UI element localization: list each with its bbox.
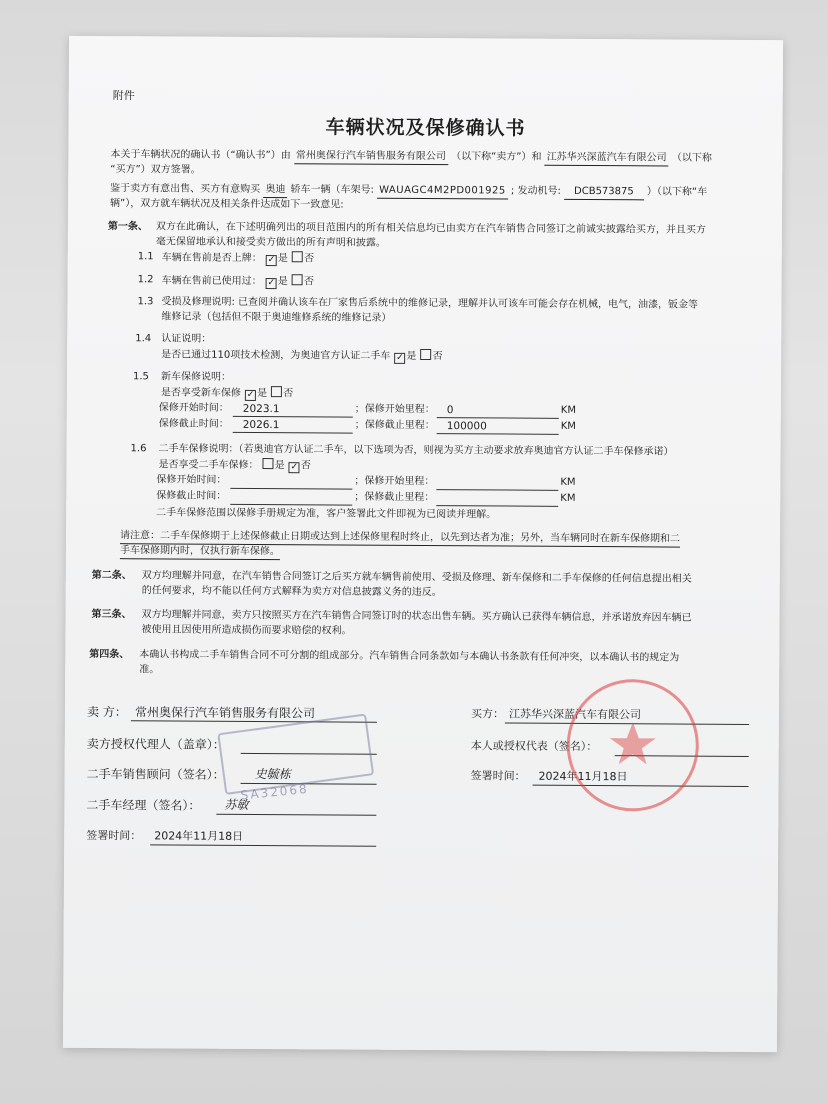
warranty-start-km[interactable]: 0 <box>446 404 454 417</box>
seller-agent-label: 卖方授权代理人（盖章）： <box>86 736 225 752</box>
intro-text: ）（以下称“车 <box>646 186 708 198</box>
article-4-text-2: 准。 <box>139 664 160 676</box>
uc-warranty-end-km-line <box>436 505 558 507</box>
vehicle-vin: WAUAGC4M2PD001925 <box>377 184 508 200</box>
option-no-label: 否 <box>304 253 315 265</box>
article-2-text-1: 双方均理解并同意，在汽车销售合同签订之后买方就车辆售前使用、受损及修理、新车保修和二手车保修的任何信息提出相关 <box>141 570 692 585</box>
option-yes-label: 是 <box>277 253 288 265</box>
checkbox-new-warranty-yes[interactable]: ✓ <box>246 389 255 400</box>
intro-line-2: “买方”）双方签署。 <box>110 164 201 176</box>
item-1-4 <box>161 347 443 364</box>
uc-warranty-start-km-line <box>436 489 558 491</box>
article-4-text-1: 本确认书构成二手车销售合同不可分割的组成部分。汽车销售合同条款如与本确认书条款有任何冲突，以本确认书的规定为 <box>139 649 680 664</box>
uc-warranty-start-km-label: ；保修开始里程： <box>354 475 435 488</box>
document-title: 车辆状况及保修确认书 <box>325 116 526 140</box>
uc-warranty-end-line <box>230 504 352 506</box>
option-no-label: 否 <box>432 351 443 363</box>
buyer-name: 江苏华兴深蓝汽车有限公司 <box>508 707 642 722</box>
warranty-start-time-label: 保修开始时间： <box>158 402 229 414</box>
checkbox-certified-no[interactable] <box>421 349 432 360</box>
uc-warranty-end-km-label: ；保修截止里程： <box>354 491 435 504</box>
article-1-text-1: 双方在此确认，在下述明确列出的项目范围内的所有相关信息均已由卖方在汽车销售合同签订之前诚实披露给买方，并且买方 <box>155 221 706 236</box>
option-no-label: 否 <box>283 388 294 400</box>
uc-warranty-start-line <box>230 488 352 490</box>
option-yes-label: 是 <box>274 460 285 472</box>
checkbox-used-warranty-yes[interactable] <box>263 458 274 469</box>
article-3-label: 第三条、 <box>91 608 132 621</box>
article-2-text-2: 的任何要求，均不能以任何方式解释为卖方对信息披露义务的违反。 <box>141 585 442 599</box>
intro-text: （以下称“卖方”）和 <box>451 151 542 163</box>
seal-code: SA32068 <box>239 781 310 803</box>
item-1-3-text-1: 受损及修理说明: 已查阅并确认该车在厂家售后系统中的维修记录，理解并认可该车可能会存在机械，电气，油漆，钣金等 <box>161 296 699 311</box>
intro-seller-name: 常州奥保行汽车销售服务有限公司 <box>294 149 448 165</box>
item-1-1-number: 1.1 <box>137 251 154 263</box>
warranty-start-time[interactable]: 2023.1 <box>242 402 280 416</box>
item-1-5-number: 1.5 <box>132 371 149 383</box>
attachment-label: 附件 <box>112 89 135 103</box>
notice-text: 手车保修期内时，仅执行新车保修。 <box>120 544 280 560</box>
engine-number: DCB573875 <box>564 185 644 200</box>
checkbox-used-warranty-no[interactable]: ✓ <box>290 462 299 473</box>
article-3-text-1: 双方均理解并同意，卖方只按照买方在汽车销售合同签订时的状态出售车辆。买方确认已获得车辆信息，并承诺放弃因车辆已 <box>141 609 692 624</box>
item-1-3-text-2: 维修记录（包括但不限于奥迪维修系统的维修记录） <box>161 311 392 324</box>
vehicle-brand: 奥迪 <box>263 183 287 198</box>
buyer-date: 2024年11月18日 <box>538 769 628 784</box>
warranty-start-km-label: ；保修开始里程： <box>354 403 435 416</box>
new-car-warranty-question: 是否享受新车保修 <box>160 387 241 399</box>
warranty-end-km-label: ；保修截止里程： <box>354 419 435 432</box>
item-1-6-title: 二手车保修说明：（若奥迪官方认证二手车，以下选项为否，则视为买方主动要求放弃奥迪官方认证二手车保修承诺） <box>158 443 674 458</box>
item-1-2-text: 车辆在售前已使用过： <box>161 275 262 288</box>
checkbox-plated-yes[interactable]: ✓ <box>267 255 276 266</box>
item-1-5-question <box>161 385 293 401</box>
km-unit: KM <box>560 476 576 488</box>
km-unit: KM <box>560 492 576 504</box>
seller-date: 2024年11月18日 <box>154 829 244 843</box>
seal-star-icon <box>569 682 696 809</box>
intro-text: 轿车一辆（车架号: <box>290 184 374 196</box>
item-1-4-title: 认证说明： <box>161 333 212 345</box>
advisor-label: 二手车销售顾问（签名）： <box>86 766 225 782</box>
article-1-label: 第一条、 <box>107 221 148 233</box>
warranty-scope-note: 二手车保修范围以保修手册规定为准，客户签署此文件即视为已阅读并理解。 <box>156 507 497 521</box>
item-1-2-number: 1.2 <box>137 274 154 286</box>
document-page <box>63 36 783 1052</box>
buyer-label: 买方： <box>470 707 505 721</box>
intro-text: 本关于车辆状况的确认书（“确认书”）由 <box>110 149 291 162</box>
article-1-text-2: 毫无保留地承认和接受卖方做出的所有声明和披露。 <box>155 236 386 249</box>
checkbox-plated-no[interactable] <box>292 251 303 262</box>
warranty-end-time-line <box>233 432 353 434</box>
option-no-label: 否 <box>303 276 315 288</box>
option-no-label: 否 <box>300 460 311 472</box>
km-unit: KM <box>560 420 576 432</box>
buyer-date-label: 签署时间： <box>470 769 526 783</box>
manager-signature: 苏敏 <box>224 797 249 812</box>
seller-date-line <box>150 844 376 846</box>
item-1-3-number: 1.3 <box>137 296 154 308</box>
buyer-rep-label: 本人或授权代表（签名）： <box>470 739 598 754</box>
seller-date-label: 签署时间： <box>86 828 142 843</box>
article-4-label: 第四条、 <box>89 648 130 661</box>
option-yes-label: 是 <box>277 276 288 288</box>
uc-warranty-end-label: 保修截止时间： <box>156 490 227 502</box>
km-unit: KM <box>560 404 577 416</box>
manager-line <box>216 814 376 816</box>
notice-text: 请注意：二手车保修期于上述保修截止日期或达到上述保修里程时终止，以先到达者为准；另外，当车辆同时在新车保修期和二 <box>120 529 680 547</box>
item-1-6-question <box>158 457 310 473</box>
manager-label: 二手车经理（签名）： <box>86 797 201 813</box>
intro-text: 鉴于卖方有意出售、买方有意购买 <box>110 183 261 195</box>
notice-line-2 <box>120 544 280 560</box>
item-1-1-text: 车辆在售前是否上牌： <box>161 252 262 265</box>
buyer-company-seal <box>566 679 699 812</box>
item-1-5-title: 新车保修说明： <box>160 371 232 383</box>
seller-name: 常州奥保行汽车销售服务有限公司 <box>134 705 316 721</box>
option-yes-label: 是 <box>406 350 417 362</box>
item-1-4-number: 1.4 <box>135 333 152 345</box>
warranty-end-km[interactable]: 100000 <box>446 420 487 433</box>
checkbox-new-warranty-no[interactable] <box>271 386 282 397</box>
intro-text: ; 发动机号: <box>510 185 561 197</box>
article-2-label: 第二条、 <box>91 569 132 582</box>
article-3-text-2: 被使用且因使用所造成损伤而要求赔偿的权利。 <box>141 624 352 637</box>
used-car-warranty-question: 是否享受二手车保修： <box>158 459 259 471</box>
item-1-6-number: 1.6 <box>130 443 147 455</box>
uc-warranty-start-label: 保修开始时间： <box>156 474 227 486</box>
item-1-4-text: 是否已通过110项技术检测，为奥迪官方认证二手车 <box>161 349 391 362</box>
warranty-start-km-line <box>437 417 559 419</box>
option-yes-label: 是 <box>257 387 268 400</box>
warranty-end-time[interactable]: 2026.1 <box>242 418 280 432</box>
intro-text: （以下称 <box>671 152 712 164</box>
warranty-end-km-line <box>437 433 559 435</box>
warranty-end-time-label: 保修截止时间： <box>158 418 229 430</box>
intro-buyer-name: 江苏华兴深蓝汽车有限公司 <box>545 151 669 167</box>
checkbox-certified-yes[interactable]: ✓ <box>396 352 404 363</box>
checkbox-used-yes[interactable]: ✓ <box>267 278 276 289</box>
checkbox-used-no[interactable] <box>292 274 303 285</box>
item-1-2 <box>162 273 314 289</box>
warranty-start-time-line <box>233 416 353 418</box>
advisor-signature: 史毓栋 <box>254 766 291 782</box>
intro-line-4: 辆”），双方就车辆状况及相关条件达成如下一致意见: <box>110 198 344 211</box>
item-1-1 <box>162 250 314 266</box>
seller-label: 卖 方： <box>86 704 127 720</box>
